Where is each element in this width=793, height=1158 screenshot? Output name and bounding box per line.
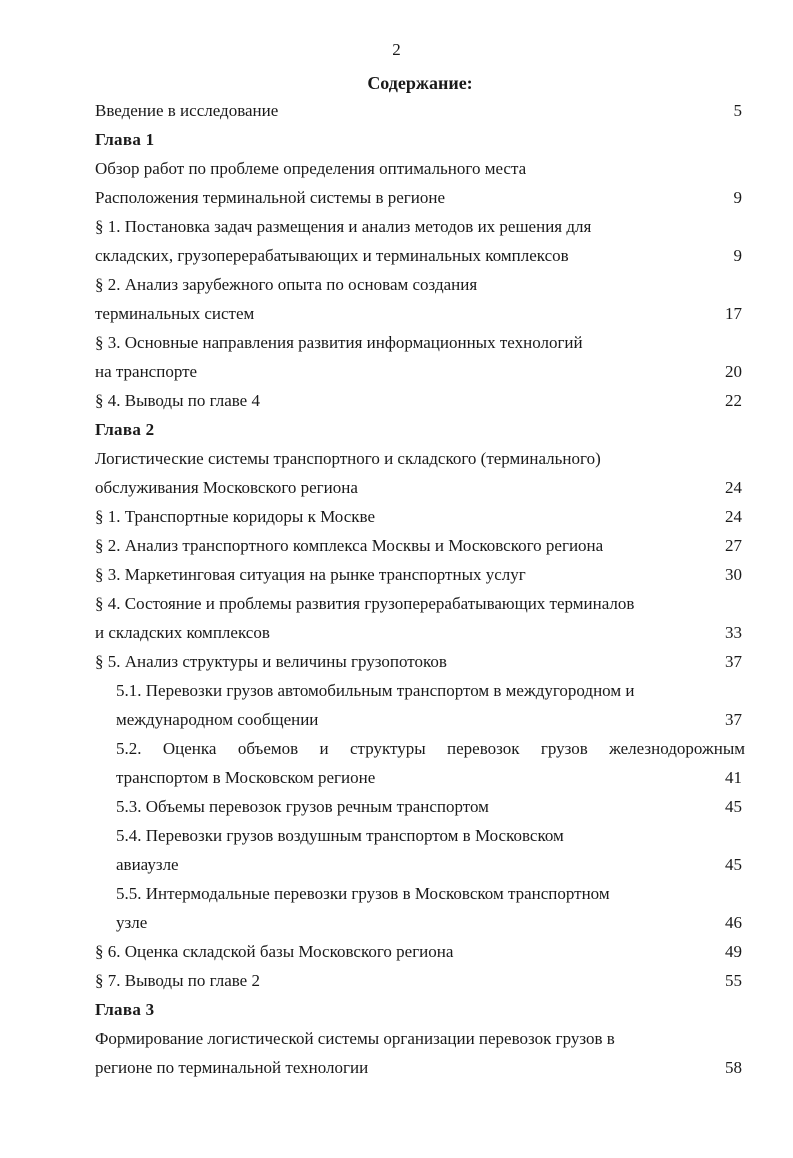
toc-entry-page: 37 <box>725 710 742 729</box>
toc-entry <box>95 647 745 676</box>
toc-entry-page: 9 <box>733 188 742 207</box>
toc-entry-page: 22 <box>725 391 742 410</box>
toc-entry-text: Введение в исследование <box>95 101 279 120</box>
toc-entry <box>95 618 745 647</box>
toc-entry-text: Глава 2 <box>95 420 155 439</box>
toc-entry <box>95 937 745 966</box>
toc-entry-page: 33 <box>725 623 742 642</box>
toc-entry-text: 5.1. Перевозки грузов автомобильным транспортом в междугородном и <box>116 681 635 700</box>
toc-entry <box>95 1024 745 1053</box>
toc-entry-text: Расположения терминальной системы в регионе <box>95 188 445 207</box>
toc-entry-text: обслуживания Московского региона <box>95 478 358 497</box>
toc-entry-page: 5 <box>733 101 742 120</box>
toc-entry <box>95 763 745 792</box>
toc-entry-text: § 2. Анализ зарубежного опыта по основам создания <box>95 275 478 294</box>
toc-entry-text: § 1. Транспортные коридоры к Москве <box>95 507 376 526</box>
toc-entry <box>95 212 745 241</box>
chapter-heading <box>95 125 745 154</box>
toc-entry-text: Глава 1 <box>95 130 155 149</box>
toc-entry <box>95 183 745 212</box>
toc-entry-text: на транспорте <box>95 362 198 381</box>
toc-entry-text: Логистические системы транспортного и складского (терминального) <box>95 449 601 468</box>
toc-entry <box>95 531 745 560</box>
toc-entry <box>95 154 745 183</box>
toc-entry-text: 5.5. Интермодальные перевозки грузов в Московском транспортном <box>116 884 610 903</box>
toc-entry-text: Формирование логистической системы организации перевозок грузов в <box>95 1029 615 1048</box>
toc-entry-text: регионе по терминальной технологии <box>95 1058 369 1077</box>
toc-entry <box>95 386 745 415</box>
toc-entry-page: 24 <box>725 478 742 497</box>
toc-entry-text: § 6. Оценка складской базы Московского региона <box>95 942 454 961</box>
toc-entry-text: Обзор работ по проблеме определения оптимального места <box>95 159 527 178</box>
toc-entry <box>95 473 745 502</box>
toc-entry <box>95 734 745 763</box>
toc-entry-page: 45 <box>725 855 742 874</box>
toc-entry-page: 20 <box>725 362 742 381</box>
toc-entry-page: 9 <box>733 246 742 265</box>
toc-entry-text: 5.2. Оценка объемов и структуры перевозок грузов железнодорожным <box>116 739 745 758</box>
toc-entry-page: 46 <box>725 913 742 932</box>
toc-entry-text: и складских комплексов <box>95 623 270 642</box>
toc-entry-page: 27 <box>725 536 742 555</box>
toc-entry <box>95 299 745 328</box>
toc-entry <box>95 1053 745 1082</box>
toc-entry-text: § 4. Выводы по главе 4 <box>95 391 260 410</box>
toc-entry <box>95 676 745 705</box>
toc-entry <box>95 908 745 937</box>
toc-entry-text: 5.3. Объемы перевозок грузов речным транспортом <box>116 797 489 816</box>
toc-entry-page: 24 <box>725 507 742 526</box>
toc-entry-text: международном сообщении <box>116 710 319 729</box>
toc-entry-page: 58 <box>725 1058 742 1077</box>
toc-entry <box>95 705 745 734</box>
chapter-heading <box>95 415 745 444</box>
toc-entry <box>95 270 745 299</box>
toc-entry <box>95 850 745 879</box>
toc-entry-text: § 1. Постановка задач размещения и анализ методов их решения для <box>95 217 592 236</box>
toc-entry-text: § 7. Выводы по главе 2 <box>95 971 260 990</box>
toc-entry-text: § 4. Состояние и проблемы развития грузоперерабатывающих терминалов <box>95 594 635 613</box>
toc-entry <box>95 560 745 589</box>
toc-entry-text: транспортом в Московском регионе <box>116 768 376 787</box>
toc-entry <box>95 792 745 821</box>
toc-entry <box>95 966 745 995</box>
toc-entry-text: § 3. Основные направления развития информационных технологий <box>95 333 583 352</box>
toc-entry <box>95 444 745 473</box>
toc-entry-page: 49 <box>725 942 742 961</box>
toc-entry <box>95 502 745 531</box>
toc-entry-text: § 3. Маркетинговая ситуация на рынке транспортных услуг <box>95 565 526 584</box>
toc-entry-text: 5.4. Перевозки грузов воздушным транспортом в Московском <box>116 826 564 845</box>
table-of-contents <box>95 96 745 1082</box>
chapter-heading <box>95 995 745 1024</box>
page-title: Содержание: <box>367 73 473 93</box>
toc-entry-text: узле <box>116 913 148 932</box>
toc-entry <box>95 879 745 908</box>
toc-entry <box>95 96 745 125</box>
toc-entry-text: § 5. Анализ структуры и величины грузопотоков <box>95 652 447 671</box>
toc-entry <box>95 328 745 357</box>
toc-entry <box>95 241 745 270</box>
toc-entry-page: 55 <box>725 971 742 990</box>
toc-entry-page: 41 <box>725 768 742 787</box>
toc-entry-text: авиаузле <box>116 855 179 874</box>
toc-entry <box>95 821 745 850</box>
toc-entry-page: 17 <box>725 304 742 323</box>
toc-entry-page: 45 <box>725 797 742 816</box>
page-number: 2 <box>392 40 401 59</box>
toc-entry-text: терминальных систем <box>95 304 255 323</box>
toc-entry <box>95 357 745 386</box>
toc-entry-page: 37 <box>725 652 742 671</box>
toc-entry-text: складских, грузоперерабатывающих и терминальных комплексов <box>95 246 569 265</box>
toc-entry <box>95 589 745 618</box>
toc-entry-text: Глава 3 <box>95 1000 155 1019</box>
toc-entry-text: § 2. Анализ транспортного комплекса Москвы и Московского региона <box>95 536 604 555</box>
toc-entry-page: 30 <box>725 565 742 584</box>
